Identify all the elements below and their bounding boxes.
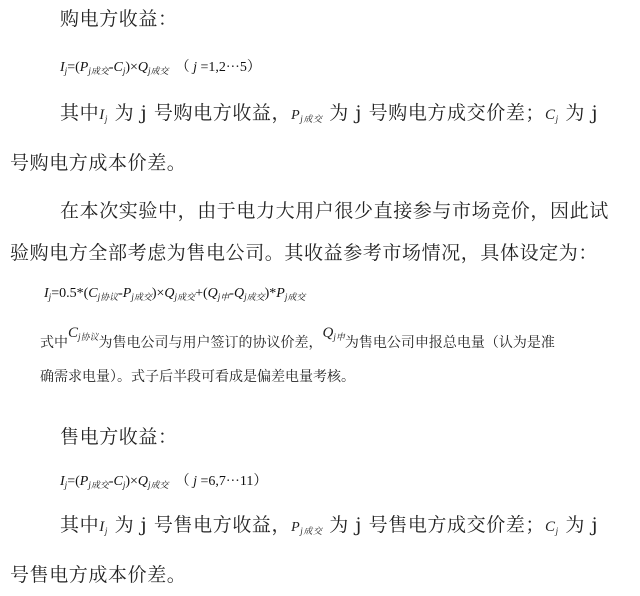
seller-desc-line1 [60, 510, 598, 537]
desc-text: 为 j 号售电方成交价差； [329, 514, 546, 536]
symbol-C: $C_j$ [545, 107, 559, 124]
formula-retailer-profit: $I_j=0.5*(C_{j协议}-P_{j成交})\times Q_{j成交}+(Q_{j申}-Q_{j成交})*P_{j成交}$ [44, 286, 306, 302]
symbol-P: $P_{j成交}$ [291, 520, 323, 536]
symbol-P: $P_{j成交}$ [291, 108, 323, 124]
symbol-C: $C_j$ [545, 519, 559, 536]
note-line1 [40, 325, 555, 353]
note-text: 为售电公司申报总电量（认为是准 [344, 335, 555, 351]
desc-text: 其中 [60, 102, 100, 124]
buyer-desc-line1 [60, 98, 598, 125]
desc-text: 为 j 号购电方成交价差； [329, 102, 546, 124]
desc-text: 为 j [565, 102, 599, 124]
section1-heading: 购电方收益： [60, 8, 178, 30]
desc-text: 为 j 号购电方收益， [114, 102, 292, 124]
symbol-I: $I_j$ [99, 107, 108, 124]
section2-heading: 售电方收益： [60, 426, 178, 448]
note-text: 为售电公司与用户签订的协议价差， [98, 335, 323, 351]
note-text: 式中 [40, 335, 68, 351]
formula-buyer-profit: $I_j=(P_{j成交}-C_j)\times Q_{j成交}$ （ j =1,2···5） [60, 60, 261, 76]
paragraph-line2: 验购电方全部考虑为售电公司。其收益参考市场情况，具体设定为： [10, 242, 599, 264]
desc-text: 为 j [565, 514, 599, 536]
formula-seller-profit: $I_j=(P_{j成交}-C_j)\times Q_{j成交}$ （ j =6,7···11） [60, 474, 268, 490]
buyer-desc-line2: 号购电方成本价差。 [10, 152, 187, 174]
paragraph-line1: 在本次实验中，由于电力大用户很少直接参与市场竞价，因此试 [60, 200, 609, 222]
desc-text: 其中 [60, 514, 100, 536]
symbol-I: $I_j$ [99, 519, 108, 536]
symbol-C-agreement: $C_{j协议}$ [68, 325, 99, 342]
note-line2: 确需求电量）。式子后半段可看成是偏差电量考核。 [40, 369, 355, 385]
desc-text: 为 j 号售电方收益， [114, 514, 292, 536]
symbol-Q-declared: $Q_{j申}$ [322, 325, 345, 342]
seller-desc-line2: 号售电方成本价差。 [10, 564, 187, 586]
